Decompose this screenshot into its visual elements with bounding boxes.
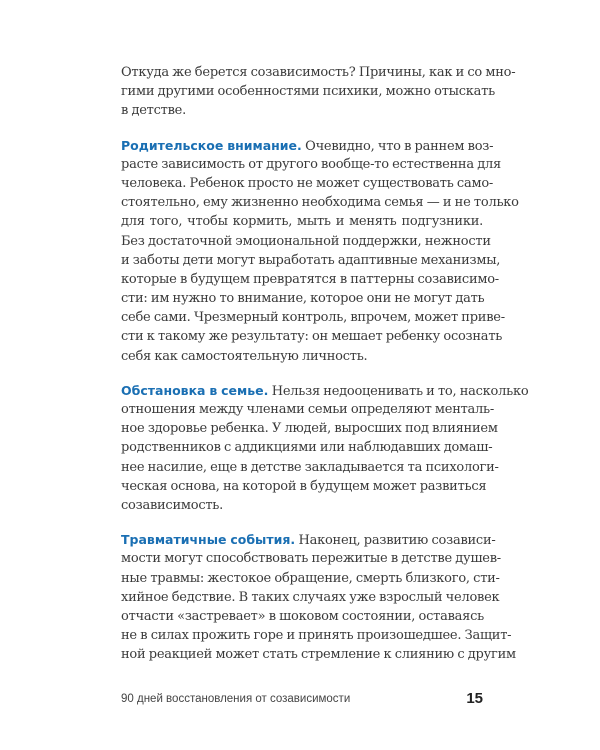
- text-line: человека. Ребенок просто не может существовать само-: [121, 175, 494, 191]
- text-line: расте зависимость от другого вообще-то естественна для: [121, 156, 501, 172]
- text-line: не в силах прожить горе и принять произошедшее. Защит-: [121, 628, 512, 644]
- text-line: отношения между членами семьи определяют менталь-: [121, 402, 495, 417]
- text-line: гими другими особенностями психики, можно отыскать: [121, 84, 495, 100]
- section-heading-family: Обстановка в семье.: [121, 382, 269, 398]
- text-line: созависимость.: [121, 497, 223, 513]
- text-line: и заботы дети могут выработать адаптивные механизмы,: [121, 252, 501, 268]
- page-footer: [121, 690, 483, 710]
- text-line: Без достаточной эмоциональной поддержки, нежности: [121, 233, 491, 249]
- book-title: 90 дней восстановления от созависимости: [121, 693, 351, 705]
- text-line: [121, 136, 494, 155]
- text-run: Наконец, развитию созависи-: [295, 533, 496, 549]
- text-line: родственников с аддикциями или наблюдавших домаш-: [121, 440, 493, 456]
- section-heading-trauma: Травматичные события.: [121, 532, 296, 548]
- text-line: стоятельно, ему жизненно необходима семья — и не только: [121, 195, 519, 211]
- text-line: для того, чтобы кормить, мыть и менять подгузники.: [121, 214, 483, 230]
- intro-paragraph: [121, 63, 516, 121]
- text-line: отчасти «застревает» в шоковом состоянии, оставаясь: [121, 608, 484, 624]
- text-line: в детстве.: [121, 103, 186, 119]
- text-line: мости могут способствовать пережитые в детстве душев-: [121, 551, 501, 567]
- page-body: [121, 63, 529, 679]
- text-line: [121, 381, 529, 400]
- section-heading-parental: Родительское внимание.: [121, 137, 302, 153]
- text-line: ное здоровье ребенка. У людей, выросших под влиянием: [121, 421, 498, 437]
- text-line: сти к такому же результату: он мешает ребенку осознать: [121, 329, 503, 345]
- text-run: Очевидно, что в раннем воз-: [301, 138, 494, 154]
- text-line: [121, 530, 496, 549]
- text-line: сти: им нужно то внимание, которое они не могут дать: [121, 291, 485, 307]
- text-line: себя как самостоятельную личность.: [121, 348, 368, 364]
- text-run: Нельзя недооценивать и то, насколько: [268, 383, 529, 399]
- text-line: Откуда же берется созависимость? Причины, как и со мно-: [121, 65, 516, 80]
- text-line: хийное бедствие. В таких случаях уже взрослый человек: [121, 589, 500, 605]
- text-line: ной реакцией может стать стремление к слиянию с другим: [121, 647, 516, 663]
- traumatic-events-paragraph: [121, 530, 516, 664]
- text-line: нее насилие, еще в детстве закладывается та психологи-: [121, 459, 499, 475]
- text-line: ные травмы: жестокое обращение, смерть близкого, сти-: [121, 570, 500, 586]
- text-line: которые в будущем превратятся в паттерны созависимо-: [121, 271, 499, 287]
- family-environment-paragraph: [121, 381, 529, 515]
- page-number: 15: [466, 690, 483, 707]
- text-line: ческая основа, на которой в будущем может развиться: [121, 478, 487, 494]
- parental-attention-paragraph: [121, 136, 519, 366]
- text-line: себе сами. Чрезмерный контроль, впрочем, может приве-: [121, 310, 505, 326]
